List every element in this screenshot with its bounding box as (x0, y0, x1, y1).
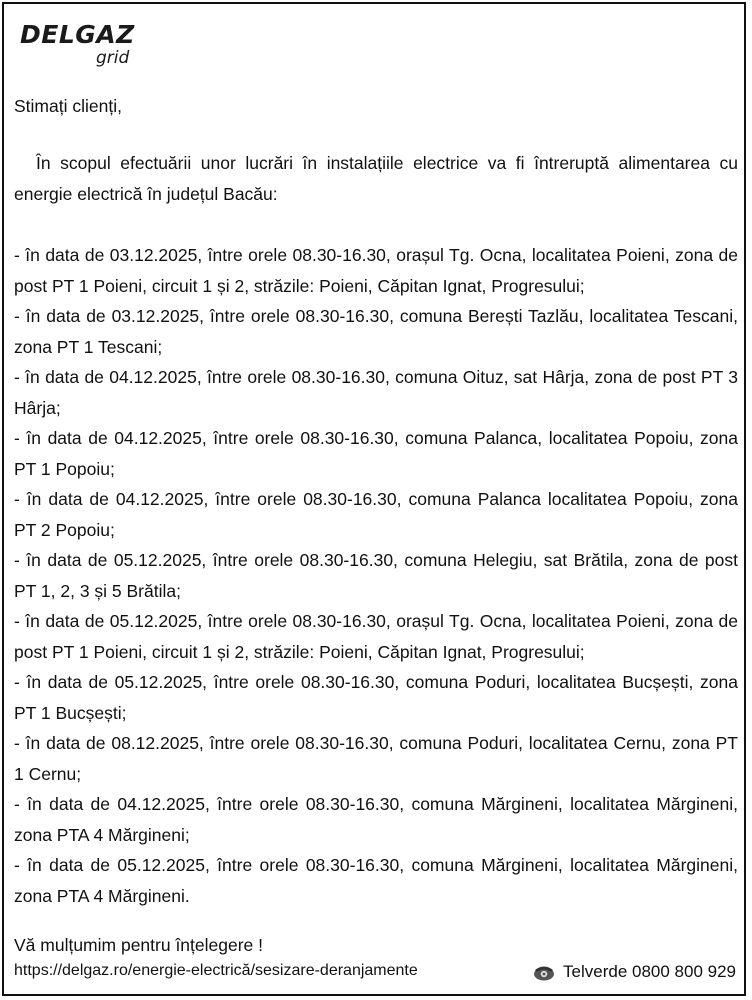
footer-link[interactable]: https://delgaz.ro/energie-electrică/sesizare-deranjamente (14, 962, 418, 979)
list-item: - în data de 03.12.2025, între orele 08.30-16.30, comuna Berești Tazlău, localitatea Tescani, zona PT 1 Tescani; (14, 306, 738, 357)
list-item: - în data de 05.12.2025, între orele 08.30-16.30, orașul Tg. Ocna, localitatea Poieni, zona de post PT 1 Poieni, circuit 1 și 2, străzile: Poieni, Căpitan Ignat, Progresului; (14, 611, 738, 662)
phone-number: Telverde 0800 800 929 (563, 962, 736, 981)
list-item: - în data de 04.12.2025, între orele 08.30-16.30, comuna Palanca localitatea Popoiu, zona PT 2 Popoiu; (14, 489, 738, 540)
greeting: Stimați clienți, (14, 96, 122, 116)
intro-text: În scopul efectuării unor lucrări în instalațiile electrice va fi întreruptă alimentarea cu energie electrică în județul Bacău: (14, 153, 738, 204)
list-item: - în data de 04.12.2025, între orele 08.30-16.30, comuna Oituz, sat Hârja, zona de post PT 3 Hârja; (14, 367, 738, 418)
phone-contact (533, 962, 736, 982)
list-item: - în data de 03.12.2025, între orele 08.30-16.30, orașul Tg. Ocna, localitatea Poieni, zona de post PT 1 Poieni, circuit 1 și 2, străzile: Poieni, Căpitan Ignat, Progresului; (14, 245, 738, 296)
list-item: - în data de 05.12.2025, între orele 08.30-16.30, comuna Helegiu, sat Brătila, zona de post PT 1, 2, 3 și 5 Brătila; (14, 550, 738, 601)
outage-list (14, 240, 738, 911)
list-item: - în data de 08.12.2025, între orele 08.30-16.30, comuna Poduri, localitatea Cernu, zona PT 1 Cernu; (14, 733, 738, 784)
intro-paragraph (14, 148, 738, 209)
logo-brand: DELGAZ (20, 20, 135, 49)
logo-sub: grid (96, 48, 130, 68)
delgaz-grid-logo (20, 20, 150, 72)
thanks-text: Vă mulțumim pentru înțelegere ! (14, 935, 264, 955)
list-item: - în data de 04.12.2025, între orele 08.30-16.30, comuna Mărgineni, localitatea Mărgineni, zona PTA 4 Mărgineni; (14, 794, 738, 845)
list-item: - în data de 05.12.2025, între orele 08.30-16.30, comuna Mărgineni, localitatea Mărgineni, zona PTA 4 Mărgineni. (14, 855, 738, 906)
list-item: - în data de 04.12.2025, între orele 08.30-16.30, comuna Palanca, localitatea Popoiu, zona PT 1 Popoiu; (14, 428, 738, 479)
list-item: - în data de 05.12.2025, între orele 08.30-16.30, comuna Poduri, localitatea Bucșești, zona PT 1 Bucșești; (14, 672, 738, 723)
telephone-icon (533, 963, 555, 981)
